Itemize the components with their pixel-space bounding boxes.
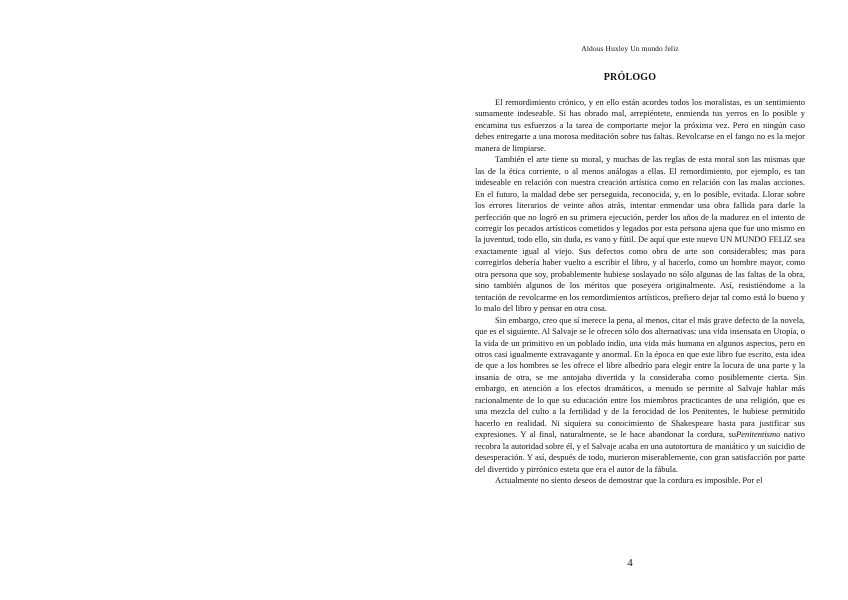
body-text bbox=[475, 97, 805, 486]
page-number: 4 bbox=[627, 557, 633, 569]
paragraph-3-text: Sin embargo, creo que sí merece la pena, al menos, citar el más grave defecto de la novela, que es el siguiente. Al Salvaje se le ofrecen sólo dos alternativas: una vida insensata en Utopía, o la vida de un primitivo en un poblado indio, una vida más humana en algunos aspectos, pero en otros casi igualmente extravagante y anormal. En la época en que este libro fue escrito, esta idea de que a los hombres se les ofrece el libre albedrío para elegir entre la locura de una parte y la insania de otra, se me antojaba divertida y la consideraba como posiblemente cierta. Sin embargo, en atención a los efectos dramáticos, a menudo se permite al Salvaje hablar más racionalmente de lo que su educación entre los miembros practicantes de una religión, que es una mezcla del culto a la fertilidad y de la ferocidad de los Penitentes, le hubiese permitido hacerlo en realidad. Ni siquiera su conocimiento de Shakespeare basta para justificar sus expresiones. Y al final, naturalmente, se le hace abandonar la cordura, su bbox=[475, 314, 805, 440]
paragraph-3 bbox=[475, 315, 805, 475]
paragraph-4: Actualmente no siento deseos de demostrar que la cordura es imposible. Por el bbox=[495, 474, 763, 485]
italic-term: Penitentismo bbox=[736, 429, 781, 440]
book-page bbox=[455, 0, 805, 600]
chapter-title: PRÓLOGO bbox=[603, 72, 657, 83]
paragraph-2: También el arte tiene su moral, y muchas de las reglas de esta moral son las mismas que las de la ética corriente, o al menos análogas a ellas. El remordimiento, por ejemplo, es tan indeseable en relación con nuestra creación artística como en relación con las malas acciones. En el futuro, la maldad debe ser perseguida, reconocida, y, en lo posible, evitada. Llorar sobre los errores literarios de veinte años atrás, intentar enmendar una obra fallida para darle la perfección que no logró en su primera ejecución, perder los años de la madurez en el intento de corregir los pecados artísticos cometidos y legados por esta persona ajena que fue uno mismo en la juventud, todo ello, sin duda, es vano y fútil. De aquí que este nuevo UN MUNDO FELIZ sea exactamente igual al viejo. Sus defectos como obra de arte son considerables; mas para corregirlos debería haber vuelto a escribir el libro, y al hacerlo, como un hombre mayor, como otra persona que soy, probablemente hubiese soslayado no sólo algunas de las faltas de la obra, sino también algunos de los méritos que poseyera originalmente. Así, resistiéndome a la tentación de revolcarme en los remordimientos artísticos, prefiero dejar tal como está lo bueno y lo malo del libro y pensar en otra cosa. bbox=[475, 154, 805, 314]
paragraph-1: El remordimiento crónico, y en ello están acordes todos los moralistas, es un sentimiento sumamente indeseable. Si has obrado mal, arrepiéntete, enmienda tus yerros en lo posible y encamina tus esfuerzos a la tarea de comportarte mejor la próxima vez. Pero en ningún caso debes entregarte a una morosa meditación sobre tus faltas. Revolcarse en el fango no es la mejor manera de limpiarse. bbox=[475, 97, 805, 153]
running-header: Aldous Huxley Un mundo feliz bbox=[581, 44, 679, 53]
paragraph-3-continuation: nativo recobra la autoridad sobre él, y el Salvaje acaba en una autotortura de maniático y un suicidio de desesperación. Y así, después de todo, murieron miserablemente, con gran satisfacción por parte del divertido y pirrónico esteta que era el autor de la fábula. bbox=[475, 429, 805, 474]
